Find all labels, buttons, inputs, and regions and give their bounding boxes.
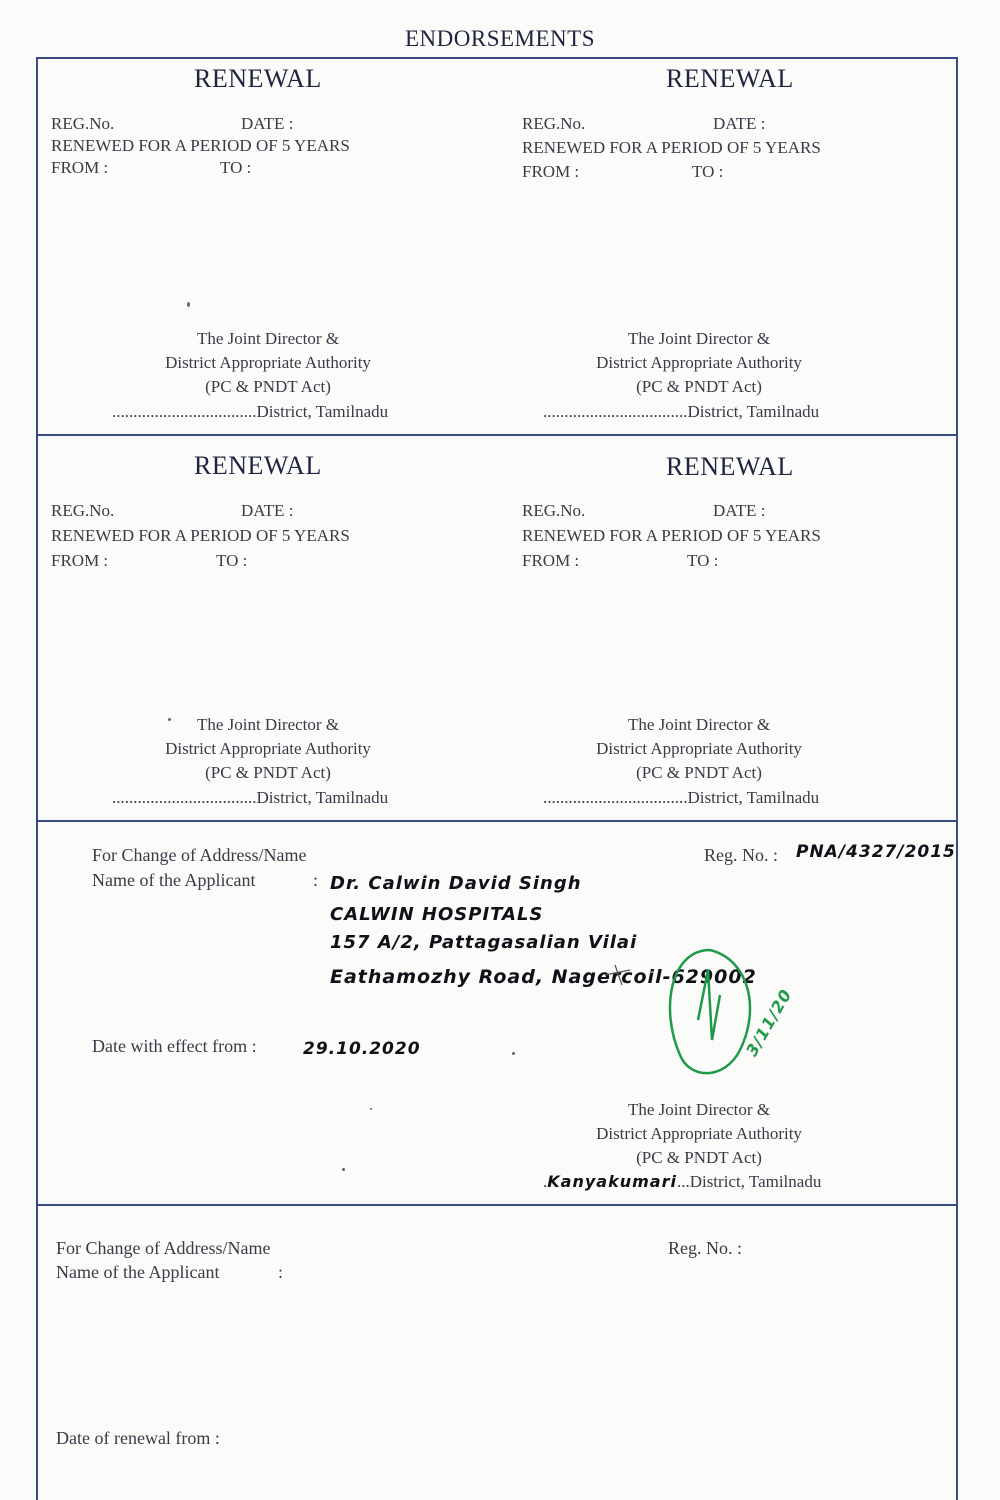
district-line: ..................................District, Tamilnadu — [543, 788, 820, 807]
reg-no-label: REG.No. — [522, 114, 586, 133]
signatory-line-1: The Joint Director & — [627, 715, 771, 734]
date-label: DATE : — [241, 114, 294, 133]
divider-row-3 — [36, 1204, 958, 1206]
from-label: FROM : — [51, 551, 109, 570]
signatory-line-2: District Appropriate Authority — [596, 1124, 802, 1143]
green-signature-icon — [600, 940, 830, 1090]
renewal-heading: RENEWAL — [666, 64, 794, 93]
scan-speck — [512, 1052, 515, 1055]
signatory-line-3: (PC & PNDT Act) — [205, 377, 331, 396]
signatory-line-3: (PC & PNDT Act) — [636, 763, 762, 782]
renewal-heading: RENEWAL — [194, 64, 322, 93]
applicant-name-handwritten: Dr. Calwin David Singh — [330, 873, 582, 894]
date-label: DATE : — [713, 114, 766, 133]
to-label: TO : — [216, 551, 248, 570]
page-title: ENDORSEMENTS — [404, 26, 595, 51]
applicant-label: Name of the Applicant — [92, 870, 256, 890]
district-line: ..................................District, Tamilnadu — [112, 788, 389, 807]
scan-speck — [168, 718, 171, 721]
reg-no-label: Reg. No. : — [704, 845, 778, 865]
period-label: RENEWED FOR A PERIOD OF 5 YEARS — [51, 136, 350, 155]
district-prefix: . — [543, 1172, 548, 1191]
reg-no-label: REG.No. — [522, 501, 586, 520]
signatory-line-1: The Joint Director & — [627, 1100, 771, 1119]
date-label: DATE : — [713, 501, 766, 520]
signatory-line-1: The Joint Director & — [627, 329, 771, 348]
period-label: RENEWED FOR A PERIOD OF 5 YEARS — [51, 526, 350, 545]
from-label: FROM : — [51, 158, 109, 177]
to-label: TO : — [687, 551, 719, 570]
period-label: RENEWED FOR A PERIOD OF 5 YEARS — [522, 138, 821, 157]
signatory-line-1: The Joint Director & — [196, 715, 340, 734]
to-label: TO : — [692, 162, 724, 181]
signatory-line-3: (PC & PNDT Act) — [636, 1148, 762, 1167]
signatory-line-3: (PC & PNDT Act) — [205, 763, 331, 782]
renewal-heading: RENEWAL — [666, 452, 794, 481]
district-line: ..................................District, Tamilnadu — [543, 402, 820, 421]
signatory-line-2: District Appropriate Authority — [596, 739, 802, 758]
address-line-1-handwritten: 157 A/2, Pattagasalian Vilai — [330, 932, 638, 953]
signatory-line-2: District Appropriate Authority — [596, 353, 802, 372]
change-heading: For Change of Address/Name — [56, 1238, 271, 1258]
period-label: RENEWED FOR A PERIOD OF 5 YEARS — [522, 526, 821, 545]
applicant-colon: : — [278, 1262, 284, 1282]
signatory-line-2: District Appropriate Authority — [165, 739, 371, 758]
renewal-heading: RENEWAL — [194, 451, 322, 480]
reg-no-handwritten: PNA/4327/2015 — [796, 842, 956, 862]
scan-speck — [342, 1168, 345, 1171]
scan-speck — [187, 302, 190, 307]
from-label: FROM : — [522, 551, 580, 570]
address-line-2-handwritten: Eathamozhy Road, Nagercoil-629002 — [330, 966, 757, 988]
district-suffix: ...District, Tamilnadu — [676, 1172, 822, 1191]
signatory-line-2: District Appropriate Authority — [165, 353, 371, 372]
reg-no-label: REG.No. — [51, 501, 115, 520]
date-effect-label: Date with effect from : — [92, 1036, 257, 1056]
to-label: TO : — [220, 158, 252, 177]
reg-no-label: Reg. No. : — [668, 1238, 742, 1258]
signatory-line-3: (PC & PNDT Act) — [636, 377, 762, 396]
reg-no-label: REG.No. — [51, 114, 115, 133]
from-label: FROM : — [522, 162, 580, 181]
date-label: DATE : — [241, 501, 294, 520]
divider-row-1 — [36, 434, 958, 436]
signatory-line-1: The Joint Director & — [196, 329, 340, 348]
district-line — [543, 1172, 821, 1192]
change-heading: For Change of Address/Name — [92, 845, 307, 865]
signature-date-handwritten: 3/11/20 — [742, 985, 796, 1060]
hospital-name-handwritten: CALWIN HOSPITALS — [330, 904, 544, 925]
applicant-label: Name of the Applicant — [56, 1262, 220, 1282]
divider-row-2 — [36, 820, 958, 822]
district-line: ..................................District, Tamilnadu — [112, 402, 389, 421]
district-handwritten: Kanyakumari — [547, 1172, 677, 1191]
date-effect-handwritten: 29.10.2020 — [303, 1039, 421, 1059]
applicant-colon: : — [313, 870, 319, 890]
scan-speck — [370, 1108, 372, 1110]
date-renewal-label: Date of renewal from : — [56, 1428, 220, 1448]
